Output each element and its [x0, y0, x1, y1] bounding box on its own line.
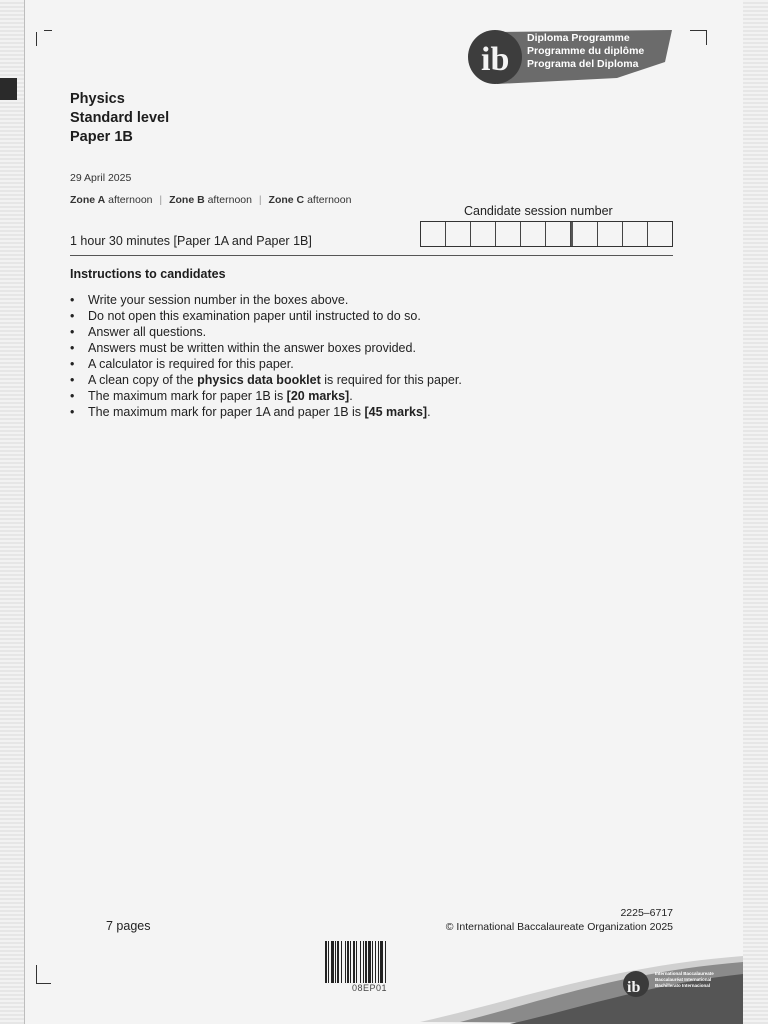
barcode-bar	[328, 941, 329, 983]
barcode-bar	[356, 941, 357, 983]
ib-logo-letters: ib	[481, 41, 510, 78]
barcode-bar	[365, 941, 367, 983]
barcode-bar	[372, 941, 373, 983]
instruction-item	[70, 356, 462, 372]
zone-separator: |	[159, 194, 163, 206]
barcode-bar	[325, 941, 327, 983]
copyright-notice: © International Baccalaureate Organization 2025	[445, 921, 673, 933]
registration-mark	[0, 78, 17, 100]
crop-mark-top-right	[690, 30, 707, 45]
barcode-bar	[375, 941, 376, 983]
header-divider	[70, 255, 673, 256]
exam-date: 29 April 2025	[70, 172, 132, 184]
subject-level: Standard level	[70, 110, 170, 126]
bullet-icon: •	[70, 405, 75, 419]
barcode-bar	[368, 941, 371, 983]
bullet-icon: •	[70, 357, 75, 371]
barcode-bar	[345, 941, 346, 983]
instruction-item	[70, 308, 462, 324]
barcode-icon	[324, 941, 418, 983]
crop-mark-top-left-h	[44, 30, 52, 32]
barcode-bar	[331, 941, 334, 983]
instruction-item	[70, 388, 462, 404]
bullet-icon: •	[70, 373, 75, 387]
zone-label: Zone A	[70, 194, 106, 206]
ib-logo-text	[527, 32, 644, 71]
bullet-icon: •	[70, 309, 75, 323]
barcode-bar	[363, 941, 364, 983]
bullet-icon: •	[70, 341, 75, 355]
instruction-item	[70, 372, 462, 388]
zone-times	[70, 194, 351, 206]
instruction-text: A clean copy of the	[88, 373, 198, 387]
session-digit-box[interactable]	[598, 222, 623, 246]
ibo-name-line: Baccalauréat International	[655, 977, 712, 982]
logo-line: Diploma Programme	[527, 32, 630, 44]
zone-time: afternoon	[307, 194, 352, 206]
instruction-text: The maximum mark for paper 1A and paper 1B is	[88, 405, 365, 419]
instruction-text: Do not open this examination paper until instructed to do so.	[88, 309, 421, 323]
instruction-item	[70, 292, 462, 308]
instruction-text: is required for this paper.	[320, 373, 462, 387]
instruction-text: Answer all questions.	[88, 325, 207, 339]
paper-name: Paper 1B	[70, 129, 133, 145]
instruction-text: Answers must be written within the answer boxes provided.	[88, 341, 416, 355]
instruction-text: The maximum mark for paper 1B is	[88, 389, 287, 403]
logo-line: Programme du diplôme	[527, 45, 645, 57]
candidate-session-label: Candidate session number	[464, 204, 613, 218]
barcode-bar	[378, 941, 379, 983]
ibo-name-line: International Baccalaureate	[655, 971, 714, 976]
ibo-name-line: Bachillerato Internacional	[655, 983, 711, 988]
session-digit-box[interactable]	[546, 222, 571, 246]
crop-mark-bottom-left	[36, 965, 51, 984]
ibo-logo-letters: ib	[627, 979, 641, 996]
exam-page	[25, 0, 743, 1024]
barcode-bar	[347, 941, 349, 983]
instruction-text: .	[349, 389, 353, 403]
zone-label: Zone C	[268, 194, 305, 206]
candidate-session-boxes	[420, 221, 673, 247]
barcode-bar	[353, 941, 355, 983]
exam-title	[70, 90, 169, 147]
instruction-emphasis: physics data booklet	[197, 373, 321, 387]
scan-edge-right	[743, 0, 768, 1024]
barcode-bar	[337, 941, 339, 983]
crop-mark-top-left	[36, 32, 45, 46]
session-digit-box[interactable]	[496, 222, 521, 246]
instruction-emphasis: [20 marks]	[286, 389, 350, 403]
subject-name: Physics	[70, 91, 125, 107]
page-fold-line	[24, 0, 25, 1024]
instruction-item	[70, 404, 462, 420]
session-digit-box[interactable]	[648, 222, 672, 246]
instruction-text: A calculator is required for this paper.	[88, 357, 294, 371]
bullet-icon: •	[70, 325, 75, 339]
session-digit-box[interactable]	[521, 222, 546, 246]
paper-code: 2225–6717	[620, 907, 673, 919]
scan-edge-left	[0, 0, 25, 1024]
session-digit-box[interactable]	[623, 222, 648, 246]
instruction-emphasis: [45 marks]	[364, 405, 428, 419]
instructions-list	[70, 292, 462, 420]
bullet-icon: •	[70, 389, 75, 403]
zone-time: afternoon	[108, 194, 153, 206]
session-digit-box[interactable]	[446, 222, 471, 246]
session-digit-box[interactable]	[471, 222, 496, 246]
barcode-bar	[385, 941, 386, 983]
zone-time: afternoon	[207, 194, 252, 206]
logo-line: Programa del Diploma	[527, 58, 639, 70]
instruction-text: .	[427, 405, 431, 419]
instruction-text: Write your session number in the boxes above.	[88, 293, 349, 307]
instruction-item	[70, 324, 462, 340]
exam-duration: 1 hour 30 minutes [Paper 1A and Paper 1B]	[70, 234, 312, 248]
session-digit-box[interactable]	[421, 222, 446, 246]
zone-label: Zone B	[169, 194, 205, 206]
ibo-names	[655, 971, 714, 989]
bullet-icon: •	[70, 293, 75, 307]
barcode-bar	[341, 941, 342, 983]
zone-separator: |	[258, 194, 262, 206]
barcode-bar	[380, 941, 383, 983]
barcode-bar	[350, 941, 351, 983]
session-digit-box[interactable]	[573, 222, 598, 246]
instructions-title: Instructions to candidates	[70, 267, 226, 281]
instruction-item	[70, 340, 462, 356]
barcode-label: 08EP01	[352, 983, 388, 993]
barcode-bar	[335, 941, 336, 983]
page-count: 7 pages	[106, 919, 151, 933]
barcode-bar	[360, 941, 361, 983]
